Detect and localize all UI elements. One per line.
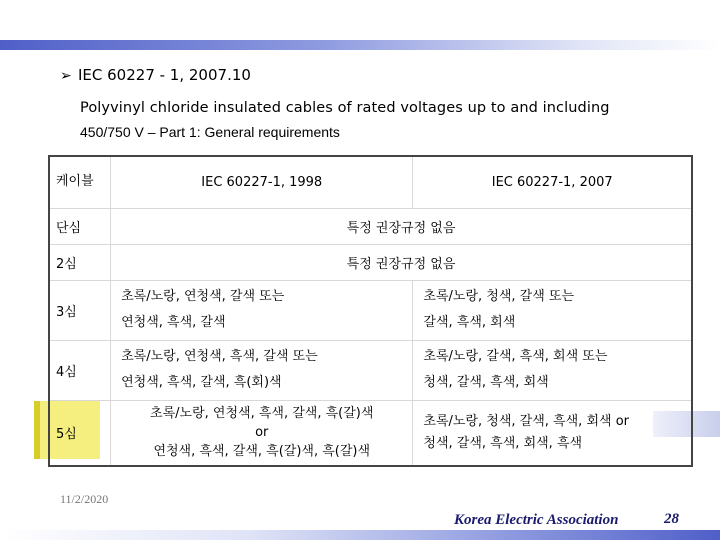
cell-line: or — [255, 425, 269, 441]
cell-1998 — [111, 280, 413, 340]
cell-line: 연청색, 흑색, 갈색, 흑(갈)색, 흑(갈)색 — [153, 444, 371, 460]
color-code-table — [48, 155, 693, 467]
cell-1998 — [111, 340, 413, 400]
table-row — [49, 208, 692, 244]
row-label: 4심 — [49, 340, 111, 400]
cell-line: 초록/노랑, 갈색, 흑색, 회색 또는 — [423, 349, 608, 364]
row-label: 단심 — [49, 208, 111, 244]
merged-cell: 특정 권장규정 없음 — [111, 244, 692, 280]
row-label: 3심 — [49, 280, 111, 340]
merged-cell: 특정 권장규정 없음 — [111, 208, 692, 244]
cell-line: 초록/노랑, 청색, 갈색, 흑색, 회색 or — [423, 413, 629, 429]
slide-title — [60, 66, 251, 84]
footer-organization: Korea Electric Association — [454, 512, 619, 528]
footer-date: 11/2/2020 — [60, 492, 109, 506]
header-iec-2007: IEC 60227-1, 2007 — [413, 156, 692, 208]
cell-2007 — [413, 280, 692, 340]
cell-line: 초록/노랑, 연청색, 갈색 또는 — [121, 289, 285, 304]
title-text: IEC 60227 - 1, 2007.10 — [78, 66, 251, 84]
table-row — [49, 400, 692, 466]
color-code-table-wrapper — [48, 155, 693, 465]
row-label: 2심 — [49, 244, 111, 280]
cell-2007 — [413, 400, 692, 466]
cell-1998 — [111, 400, 413, 466]
cell-line: 청색, 갈색, 흑색, 회색, 흑색 — [423, 435, 583, 451]
table-row — [49, 340, 692, 400]
cell-line: 초록/노랑, 연청색, 흑색, 갈색, 흑(갈)색 — [150, 406, 374, 422]
cell-line: 초록/노랑, 청색, 갈색 또는 — [423, 289, 575, 304]
arrow-bullet-icon: ➢ — [60, 68, 72, 84]
table-row — [49, 244, 692, 280]
cell-line: 연청색, 흑색, 갈색 — [121, 315, 226, 330]
top-gradient-bar — [0, 40, 720, 50]
row-label: 5심 — [49, 400, 111, 466]
header-cable: 케이블 — [49, 156, 111, 208]
bottom-gradient-bar — [0, 530, 720, 540]
cell-line: 갈색, 흑색, 회색 — [423, 315, 516, 330]
cell-2007 — [413, 340, 692, 400]
footer-page-number: 28 — [664, 511, 679, 527]
table-row — [49, 280, 692, 340]
cell-line: 청색, 갈색, 흑색, 회색 — [423, 375, 549, 390]
subtitle-line-2: 450/750 V – Part 1: General requirements — [80, 124, 340, 140]
subtitle-line-1: Polyvinyl chloride insulated cables of rated voltages up to and including — [80, 100, 610, 116]
table-header-row — [49, 156, 692, 208]
cell-line: 연청색, 흑색, 갈색, 흑(회)색 — [121, 375, 282, 390]
cell-line: 초록/노랑, 연청색, 흑색, 갈색 또는 — [121, 349, 318, 364]
header-iec-1998: IEC 60227-1, 1998 — [111, 156, 413, 208]
